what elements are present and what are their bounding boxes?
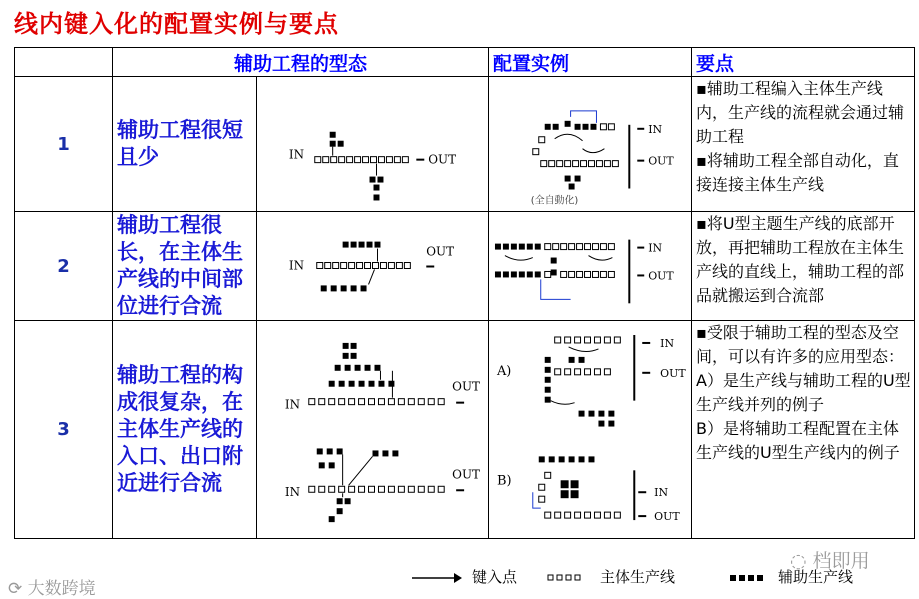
svg-text:IN: IN [648,122,663,136]
table-row [15,212,915,321]
svg-text:OUT: OUT [426,244,455,259]
svg-text:OUT: OUT [660,367,686,381]
svg-text:IN: IN [288,258,305,273]
svg-text:IN: IN [660,337,675,351]
main-line-legend-icon [546,572,582,584]
svg-text:OUT: OUT [648,269,674,283]
type-diagram-2 [257,212,489,321]
svg-text:A): A) [496,364,512,380]
svg-text:IN: IN [284,485,301,500]
row-number: 3 [15,321,113,539]
type-diagram-3 [257,321,489,539]
diagram-svg [489,77,691,211]
diagram-svg [257,212,488,320]
diagram-svg [489,212,691,320]
table-row [15,77,915,212]
svg-text:OUT: OUT [452,380,480,395]
row-points [692,212,915,321]
point-item: ▪受限于辅助工程的型态及空间，可以有许多的应用型态： [696,323,905,367]
example-diagram-1 [489,77,692,212]
point-item: ▪将U型主题生产线的底部开放，再把辅助工程放在主体生产线的直线上，辅助工程的部品就搬运到合流部 [696,214,905,306]
svg-text:IN: IN [654,486,669,500]
row-number: 1 [15,77,113,212]
watermark-right: ◌ 档即用 [790,550,870,572]
type-diagram-1 [257,77,489,212]
config-table [14,47,915,539]
legend-arrow-label: 键入点 [472,568,518,586]
point-item: ▪将辅助工程全部自动化，直接连接主体生产线 [696,151,899,194]
diagram-svg [257,321,488,538]
wechat-icon: ◌ [790,550,813,572]
row-points [692,77,915,212]
svg-text:OUT: OUT [452,467,480,482]
legend-main-label: 主体生产线 [600,568,676,586]
svg-text:B): B) [496,473,512,489]
svg-text:IN: IN [288,147,305,162]
watermark-left: ⟳ 大数跨境 [8,579,96,599]
arrow-legend-icon [410,570,462,586]
header-points: 要点 [692,48,915,77]
legend-aux-label: 辅助生产线 [778,568,854,586]
example-diagram-2 [489,212,692,321]
svg-text:IN: IN [284,398,301,413]
svg-text:OUT: OUT [428,152,457,167]
row-number: 2 [15,212,113,321]
watermark-logo-icon: ⟳ [8,579,28,599]
diagram-svg [257,77,488,211]
diagram-svg [489,321,691,538]
svg-text:OUT: OUT [648,154,674,168]
row-description: 辅助工程很短且少 [113,77,257,212]
example-diagram-3 [489,321,692,539]
header-row [15,48,915,77]
svg-text:OUT: OUT [654,510,680,524]
point-item: ▪辅助工程编入主体生产线内，生产线的流程就会通过辅助工程 [696,79,905,146]
aux-line-legend-icon [728,572,768,584]
row-description: 辅助工程的构成很复杂，在主体生产线的入口、出口附近进行合流 [113,321,257,539]
row-points [692,321,915,539]
point-item: A）是生产线与辅助工程的U型生产线并列的例子 [696,371,911,415]
point-item: B）是将辅助工程配置在主体生产线的U型生产线内的例子 [696,419,900,463]
page-title: 线内键入化的配置实例与要点 [14,9,339,38]
svg-text:(全自動化): (全自動化) [530,195,579,207]
row-description: 辅助工程很长，在主体生产线的中间部位进行合流 [113,212,257,321]
svg-text:IN: IN [648,241,663,255]
header-type: 辅助工程的型态 [113,48,489,77]
header-example: 配置实例 [489,48,692,77]
table-row [15,321,915,539]
